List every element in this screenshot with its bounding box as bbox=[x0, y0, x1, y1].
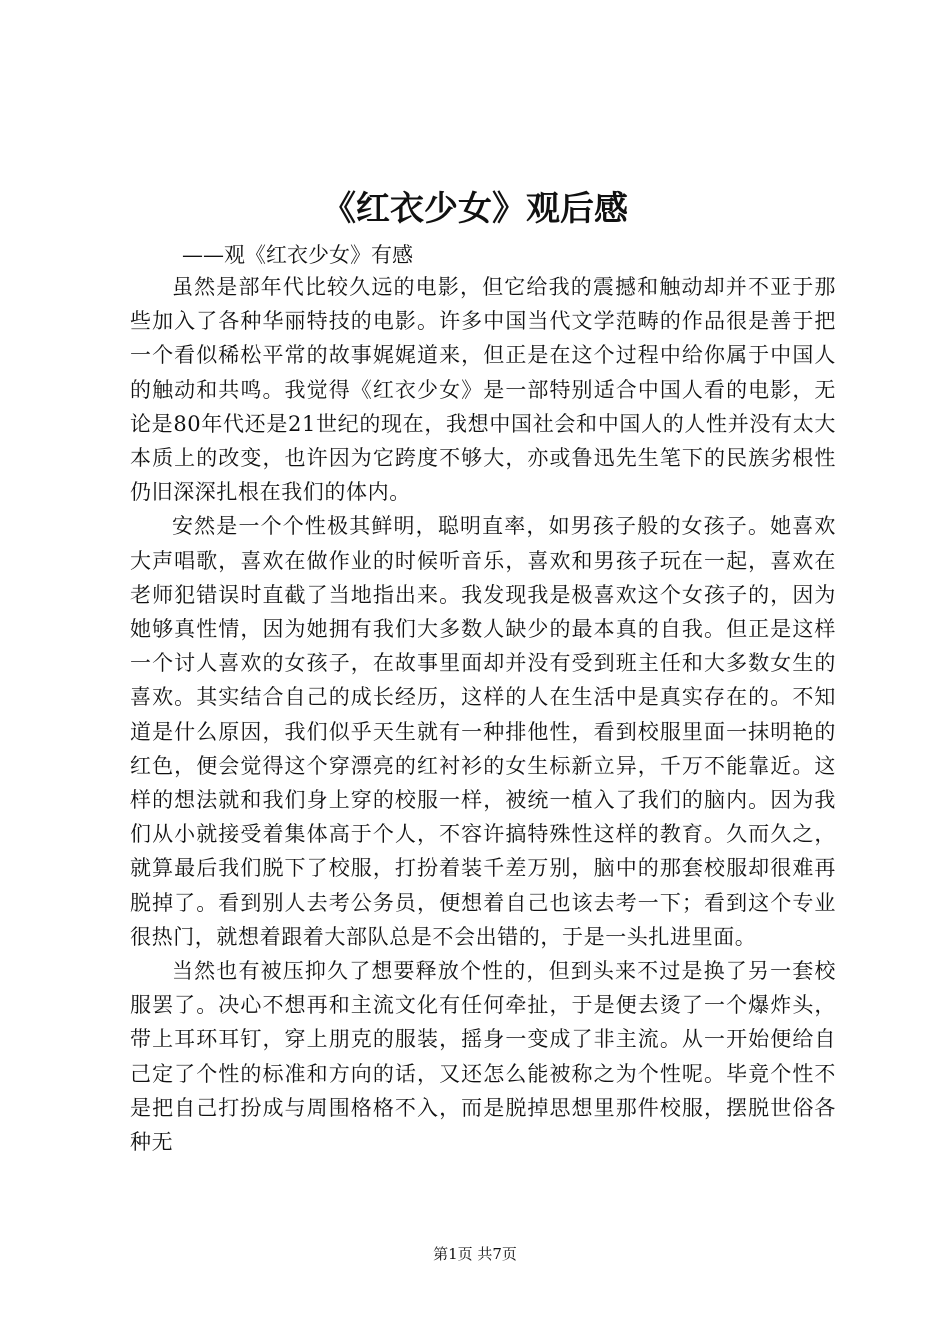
paragraph-3: 当然也有被压抑久了想要释放个性的，但到头来不过是换了另一套校服罢了。决心不想再和主流文化有任何牵扯，于是便去烫了一个爆炸头，带上耳环耳钉，穿上朋克的服装，摇身一变成了非主流。从一开始便给自己定了个性的标准和方向的话，又还怎么能被称之为个性呢。毕竟个性不是把自己打扮成与周围格格不入，而是脱掉思想里那件校服，摆脱世俗各种无 bbox=[130, 959, 836, 1155]
paragraph-2: 安然是一个个性极其鲜明，聪明直率，如男孩子般的女孩子。她喜欢大声唱歌，喜欢在做作业的时候听音乐，喜欢和男孩子玩在一起，喜欢在老师犯错误时直截了当地指出来。我发现我是极喜欢这个女孩子的，因为她够真性情，因为她拥有我们大多数人缺少的最本真的自我。但正是这样一个讨人喜欢的女孩子，在故事里面却并没有受到班主任和大多数女生的喜欢。其实结合自己的成长经历，这样的人在生活中是真实存在的。不知道是什么原因，我们似乎天生就有一种排他性，看到校服里面一抹明艳的红色，便会觉得这个穿漂亮的红衬衫的女生标新立异，千万不能靠近。这样的想法就和我们身上穿的校服一样，被统一植入了我们的脑内。因为我们从小就接受着集体高于个人，不容许搞特殊性这样的教育。久而久之，就算最后我们脱下了校服，打扮着装千差万别，脑中的那套校服却很难再脱掉了。看到别人去考公务员，便想着自己也该去考一下；看到这个专业很热门，就想着跟着大部队总是不会出错的，于是一头扎进里面。 bbox=[130, 514, 836, 949]
document-subtitle: ——观《红衣少女》有感 bbox=[182, 243, 413, 267]
document-title: 《红衣少女》观后感 bbox=[322, 189, 628, 229]
paragraph-1: 虽然是部年代比较久远的电影，但它给我的震撼和触动却并不亚于那些加入了各种华丽特技的电影。许多中国当代文学范畴的作品很是善于把一个看似稀松平常的故事娓娓道来，但正是在这个过程中给你属于中国人的触动和共鸣。我觉得《红衣少女》是一部特别适合中国人看的电影，无论是80年代还是21世纪的现在，我想中国社会和中国人的人性并没有太大本质上的改变，也许因为它跨度不够大，亦或鲁迅先生笔下的民族劣根性仍旧深深扎根在我们的体内。 bbox=[130, 275, 836, 505]
document-body bbox=[130, 270, 836, 1159]
page-footer: 第1页 共7页 bbox=[433, 1245, 517, 1263]
